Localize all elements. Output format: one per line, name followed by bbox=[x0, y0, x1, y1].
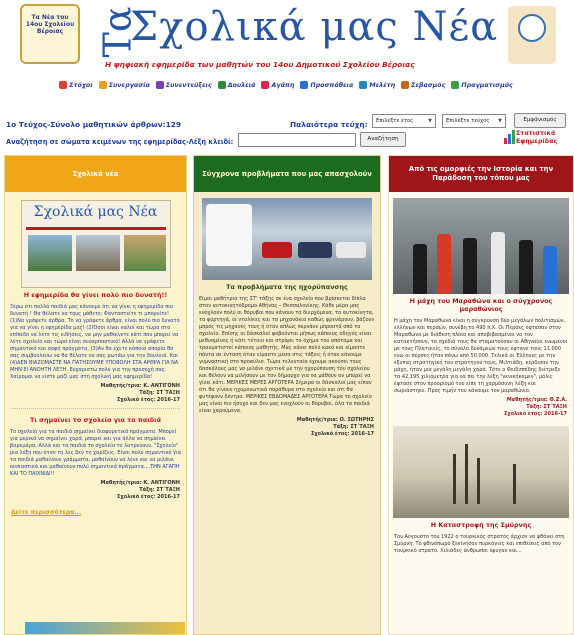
chevron-down-icon: ▼ bbox=[428, 118, 432, 124]
nav-item-2[interactable] bbox=[156, 81, 212, 89]
article-class: Τάξη: ΣΤ΄ΤΑΞΗ bbox=[526, 404, 567, 410]
search-button[interactable]: Αναζήτηση bbox=[360, 132, 406, 147]
next-article-thumbnail[interactable] bbox=[25, 622, 185, 634]
thumbnail-masthead: Σχολικά μας Νέα bbox=[33, 204, 158, 220]
nav-item-label: Συνεργασία bbox=[108, 81, 150, 89]
logo-line-1: Τα Νέα του bbox=[31, 14, 69, 21]
article-year: Σχολικό έτος: 2016-17 bbox=[117, 397, 180, 403]
nav-item-label: Συνεντεύξεις bbox=[165, 81, 212, 89]
column-school-news bbox=[4, 155, 187, 635]
article-title[interactable]: Τι σημαίνει το σχολείο για τα παιδιά bbox=[29, 416, 162, 424]
bar-chart-icon[interactable] bbox=[504, 130, 514, 144]
title-prefix: Τα bbox=[95, 6, 140, 58]
noise-pollution-image[interactable] bbox=[202, 198, 372, 280]
marathon-image[interactable] bbox=[393, 198, 569, 294]
nav-item-label: Δουλειά bbox=[227, 81, 256, 89]
heart-icon bbox=[261, 81, 269, 89]
article-year: Σχολικό έτος: 2016-17 bbox=[504, 411, 567, 417]
issue-select-value: Επιλέξτε τεύχος bbox=[446, 118, 490, 124]
chevron-down-icon: ▼ bbox=[498, 118, 502, 124]
nav-item-5[interactable] bbox=[300, 81, 353, 89]
target-icon bbox=[59, 81, 67, 89]
handshake-icon bbox=[99, 81, 107, 89]
article-title[interactable]: Τα προβλήματα της ηχορύπανσης bbox=[226, 283, 348, 291]
nav-item-label: Σεβασμός bbox=[411, 81, 446, 89]
nav-item-6[interactable] bbox=[359, 81, 395, 89]
article-author: Μαθητής/τρια: Θ.Ζ.Α. bbox=[506, 397, 567, 403]
globe-icon bbox=[451, 81, 459, 89]
school-logo-left[interactable] bbox=[20, 4, 80, 64]
search-label: Αναζήτηση σε σώματα κειμένων της εφημερίδας-Λέξη κλειδί: bbox=[6, 138, 234, 146]
masthead bbox=[0, 0, 574, 100]
stats-label-line-1: Στατιστικά bbox=[516, 130, 556, 137]
article-author: Μαθητής/τρια: Κ. ΑΝΤΙΓΟΝΗ bbox=[100, 383, 180, 389]
column-history-tradition bbox=[388, 155, 574, 635]
star-icon bbox=[300, 81, 308, 89]
logo-line-3: Βέροιας bbox=[36, 28, 64, 35]
article-body: Τον Αύγουστο του 1922 ο τουρκικός στρατός άρχισε να φθάνει στη Σμύρνη. Το φθινόπωρο ξεκίνησαν πυρκαγιές και επιθέσεις από τον τουρκικό στρατό. Χιλιάδες άνθρωποι έφυγαν και... bbox=[394, 534, 565, 554]
nav-item-label: Προσπάθεια bbox=[310, 81, 354, 89]
statistics-link[interactable] bbox=[516, 130, 557, 146]
logo-line-2: 14ου Σχολείου bbox=[25, 21, 75, 28]
column-modern-problems bbox=[193, 155, 381, 635]
show-button[interactable]: Εμφάνισμός bbox=[514, 113, 566, 128]
see-more-link[interactable]: Δείτε περισσότερα... bbox=[11, 509, 82, 516]
hands-icon bbox=[401, 81, 409, 89]
book-icon bbox=[359, 81, 367, 89]
values-nav bbox=[36, 78, 536, 92]
search-input[interactable] bbox=[238, 133, 356, 147]
newspaper-thumbnail[interactable] bbox=[21, 200, 171, 288]
nav-item-1[interactable] bbox=[99, 81, 150, 89]
nav-item-4[interactable] bbox=[261, 81, 294, 89]
nav-item-label: Πραγματισμός bbox=[461, 81, 513, 89]
issue-info: 1ο Τεύχος-Σύνολο μαθητικών άρθρων:129 bbox=[6, 120, 182, 129]
article-class: Τάξη: ΣΤ΄ΤΑΞΗ bbox=[139, 487, 180, 493]
article-title[interactable]: Η Καταστροφή της Σμύρνης bbox=[430, 521, 532, 529]
article-title[interactable]: Η μάχη του Μαραθώνα και ο σύγχρονος μαραθώνιος bbox=[409, 297, 553, 313]
article-author: Μαθητής/τρια: Κ. ΑΝΤΙΓΟΝΗ bbox=[100, 480, 180, 486]
column-header[interactable]: Σύγχρονα προβλήματα που μας απασχολούν bbox=[194, 156, 380, 192]
pencil-icon bbox=[218, 81, 226, 89]
article-body: Το σχολείο για τα παιδιά σημαίνει διαφορετικά πράγματα. Μπορεί για μερικά να σημαίνει χαρά, μπορεί και για άλλα να σημαίνει βαρεμάρα. Αλλά και τα παιδιά το σχολείο το λατρεύουν. "Σχολείο" μια λέξη που όταν τη λες δεν τη χαρίζεις. Είναι πολύ σημαντικό για τα παιδιά μαθαίνουν γράμματα, μαθαίνουν να λένε και να μιλάνε ουσιαστικά και μαθαίνουν πολύ σημαντικά πράγματα....ΤΗΝ ΑΓΑΠΗ ΚΑΙ ΤΟ ΠΑΙΧΝΙΔΙ!! bbox=[10, 429, 181, 477]
owl-mascot-icon bbox=[508, 6, 556, 64]
article-body: Είμαι μαθήτρια της ΣΤ' τάξης σε ένα σχολείο που βρίσκεται δίπλα στον αυτοκινητόδρομο Αθήνας – Θεσσαλονίκης. Κάθε μέρα μας ενοχλούν πολύ οι θόρυβοι που κάνουν τα διερχόμενα, τα αυτοκίνητα, τα φορτηγά, οι νταλίκες και τα μηχανάκια καθώς φρενάρουν, βάζουν μπρος τις μηχανές τους ή όταν απλώς περνάνε μπροστά από το σχολείο. Επίσης οι δάσκαλοί φοβούνται μήπως κάποιος οδηγός είναι μεθυσμένος ή κάτι τέτοιο και στρίψει το όχημα του απότομα και τραυματιστεί κάποιος μαθητής. Μας κάνει πολύ κακό και είμαστε πάντα σε ένταση όταν είμαστε μέσα στις τάξεις ή όταν κάνουμε γυμναστική στο προαύλιο. Τώρα τελευταία έχουμε ακούσει τους δασκάλους μας να μιλάνε σχετικά με την ηχορύπανση του σχολείου και θέλουν να μιλήσουν με τον δήμαρχο για να μάθουν αν μπορεί να γίνει κάτι. ΜΕΡΙΚΕΣ ΜΕΡΕΣ ΑΡΓΟΤΕΡΑ Σήμερα οι δάσκαλοί μας είπαν ότι θα γίνουν ηχομονωτικά παράθυρα στο σχολείο και ότι θα φυτέψουν δέντρα. ΜΕΡΙΚΕΣ ΕΒΔΟΜΑΔΕΣ ΑΡΓΟΤΕΡΑ Τώρα το σχολείο μας είναι πιο ήσυχο και δεν μας ενοχλούν οι θόρυβοι, όλα τα παιδιά είναι χαρούμενα. bbox=[199, 296, 375, 414]
nav-item-label: Στόχοι bbox=[69, 81, 93, 89]
older-issues-label: Παλαιότερα τεύχη: bbox=[290, 120, 368, 129]
article-class: Τάξη: ΣΤ΄ΤΑΞΗ bbox=[333, 424, 374, 430]
article-body: Η μάχη του Μαραθώνα είναι η σύγκρουση δύο μεγάλων πολιτισμών, ελλήνων και περσών, συνέβη το 490 π.Χ. Οι Πέρσες έφτασαν στον Μαραθώνα με διάθεση πλοία και αποβιβασμένοι να τον κατακτήσουν, τα σχέδιά τους θα σταματούσαν οι Αθηναίοι ενωμένοι με τους Πλαταιείς, το σύνολο δυνάμεών τους έφτανε τους 11.000 ενώ οι πέρσες ήταν πάνω από 50.000. Τελικά οι Έλληνες με την έξυπνη στρατηγική του στρατηγού τους, Μιλτιάδη, κέρδισαν την μάχη, ήταν μια μεγάλη μεγάλη χαρά. Τότε ο Φειδιππίδης διέτρεξε τα 42,195 χιλιόμετρα για να πει την λέξη "νενικήκαμεν", μόλις έφτασε στον προορισμό του είπε τη χαρμόσυνη λέξη και σωριάστηκε. Προς τιμήν του κάνουμε τον μαραθώνιο. bbox=[394, 318, 568, 394]
article-author: Μαθητής/τρια: Ο. ΣΩΤΗΡΗΣ bbox=[296, 417, 374, 423]
article-body: Ξέρω ότι πολλά παιδιά μας κάνουμε ότι να γίνει η εφημερίδα πιο δυνατή ! Θα θέλατε να τους μάθετε; Φανταστείτε τι μπορείτε! (1)Να γράψετε άρθρα. Το να γράφετε άρθρα, είναι πολύ πιο δυνατό για να γίνει η εφημερίδα μας! (2)Όσοι είναι καλοί και τώρα στο επίπεδο να λέτε τις ειδήσεις, να μην μαθαίνετε κάτι που μπορεί να λέτε σχολείο και τώρα είναι συναρπαστικό! Αλλά να γράφετε σημαντικά και σαφή πράγματα. (3)Αν θα έχετε κάποια απορία θα σας συμβουλεύω να θα θέλατε να σας ρωτάω για την δουλειά. Και (4)ΔΕΝ ΒΙΑΖΟΜΑΣΤΕ ΝΑ ΠΑΤΗΣΟΥΜΕ ΥΠΟΒΟΛΗ ΣΤΑ ΑΡΘΡΑ ΓΙΑ ΝΑ ΜΗΝ ΕΙ ΑΝΟΗΤΗ ΛΕΞΗ. Ευχαριστώ πολύ για την προσοχή σας. Χαίρομαι να είστε μαζί μας στη σχολική μας εφημερίδα! bbox=[10, 304, 180, 380]
article-class: Τάξη: ΣΤ΄ΤΑΞΗ bbox=[139, 390, 180, 396]
smyrna-image[interactable] bbox=[393, 426, 569, 518]
article-year: Σχολικό έτος: 2016-17 bbox=[311, 431, 374, 437]
page-subtitle: Η ψηφιακή εφημερίδα των μαθητών του 14ου Δημοτικού Σχολείου Βέροιας bbox=[105, 60, 415, 69]
nav-item-label: Αγάπη bbox=[271, 81, 295, 89]
nav-item-label: Μελέτη bbox=[369, 81, 396, 89]
stats-label-line-2: Εφημερίδας bbox=[516, 138, 558, 145]
info-bar bbox=[0, 108, 574, 152]
column-header[interactable]: Από τις ομορφιές την Ιστορία και την Παράδοση του τόπου μας bbox=[389, 156, 573, 192]
microphone-icon bbox=[156, 81, 164, 89]
year-select-value: Επιλέξτε έτος bbox=[376, 118, 414, 124]
article-year: Σχολικό έτος: 2016-17 bbox=[117, 494, 180, 500]
nav-item-8[interactable] bbox=[451, 81, 512, 89]
page-title: Σχολικά μας Νέα bbox=[130, 4, 499, 50]
year-select[interactable] bbox=[372, 114, 436, 128]
issue-select[interactable] bbox=[442, 114, 506, 128]
column-header[interactable]: Σχολικά νέα bbox=[5, 156, 186, 192]
article-title[interactable]: Η εφημερίδα θα γίνει πολύ πιο δυνατή!! bbox=[23, 291, 168, 299]
nav-item-3[interactable] bbox=[218, 81, 256, 89]
nav-item-0[interactable] bbox=[59, 81, 93, 89]
nav-item-7[interactable] bbox=[401, 81, 445, 89]
